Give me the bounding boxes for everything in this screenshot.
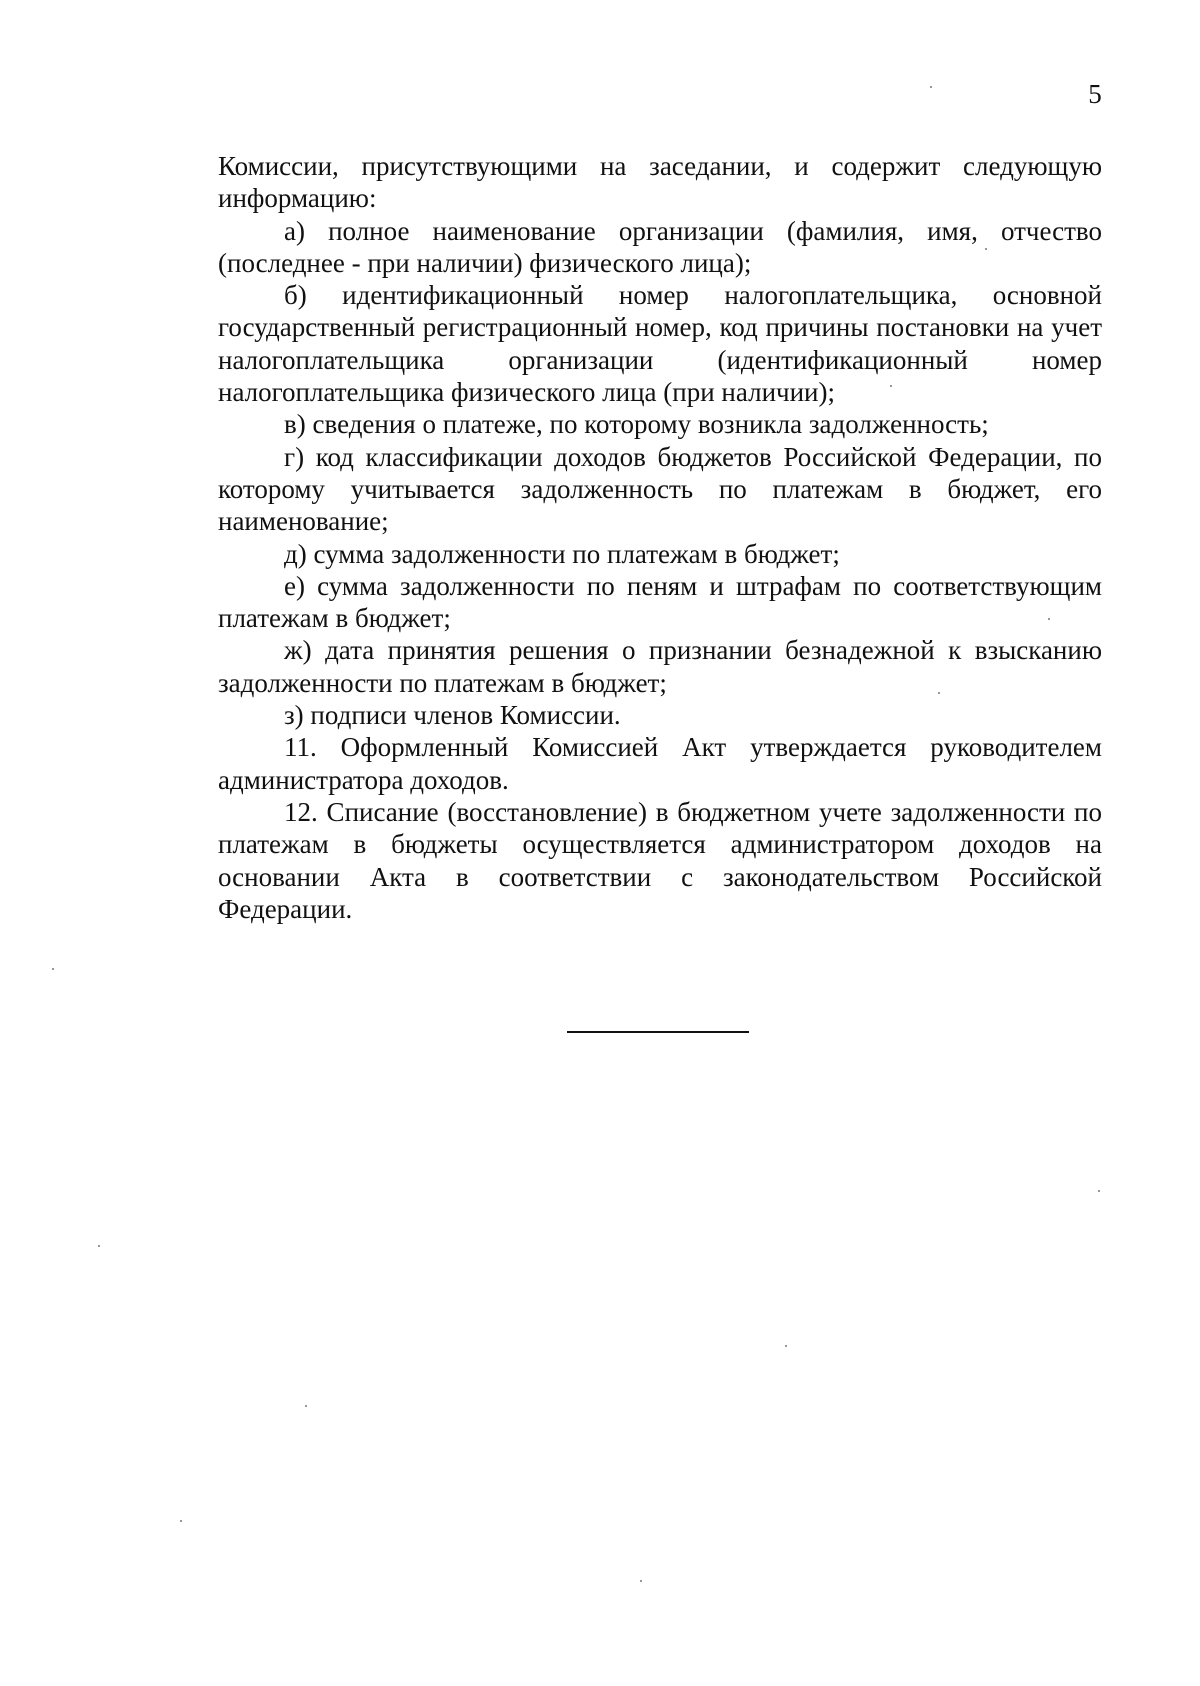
scan-speck: [1048, 618, 1050, 620]
scan-speck: [930, 86, 932, 88]
scan-speck: [938, 692, 940, 694]
list-item-zh: ж) дата принятия решения о признании безнадежной к взысканию задолженности по платежам в бюджет;: [218, 635, 1102, 698]
list-item-v: в) сведения о платеже, по которому возникла задолженность;: [284, 409, 989, 440]
paragraph-11: 11. Оформленный Комиссией Акт утверждается руководителем администратора доходов.: [218, 732, 1102, 795]
page-number: 5: [1088, 79, 1102, 109]
scan-speck: [1098, 1190, 1100, 1192]
end-of-document-rule: [567, 1031, 749, 1033]
scan-speck: [180, 1520, 182, 1522]
scan-speck: [985, 248, 987, 250]
list-item-d: д) сумма задолженности по платежам в бюджет;: [284, 538, 840, 569]
list-item-b: б) идентификационный номер налогоплательщика, основной государственный регистрационный номер, код причины постановки на учет налогоплательщика организации (идентификационный номер налогоплательщика физического лица (при наличии);: [218, 280, 1102, 408]
scan-speck: [98, 1245, 100, 1247]
list-item-z: з) подписи членов Комиссии.: [284, 700, 621, 731]
scan-speck: [785, 1345, 787, 1347]
scan-speck: [890, 385, 892, 387]
list-item-a: а) полное наименование организации (фамилия, имя, отчество (последнее - при наличии) физического лица);: [218, 215, 1102, 278]
list-item-e: е) сумма задолженности по пеням и штрафам по соответствующим платежам в бюджет;: [218, 570, 1102, 634]
scan-speck: [52, 968, 54, 970]
scan-speck: [305, 1405, 307, 1407]
list-item-g: г) код классификации доходов бюджетов Российской Федерации, по которому учитывается задолженность по платежам в бюджет, его наименование;: [218, 441, 1102, 537]
paragraph-continuation: Комиссии, присутствующими на заседании, и содержит следующую информацию:: [218, 151, 1102, 214]
document-body: [218, 150, 1102, 925]
paragraph-12: 12. Списание (восстановление) в бюджетном учете задолженности по платежам в бюджеты осуществляется администратором доходов на основании Акта в соответствии с законодательством Российской Федерации.: [218, 796, 1102, 924]
scan-speck: [640, 1580, 642, 1582]
